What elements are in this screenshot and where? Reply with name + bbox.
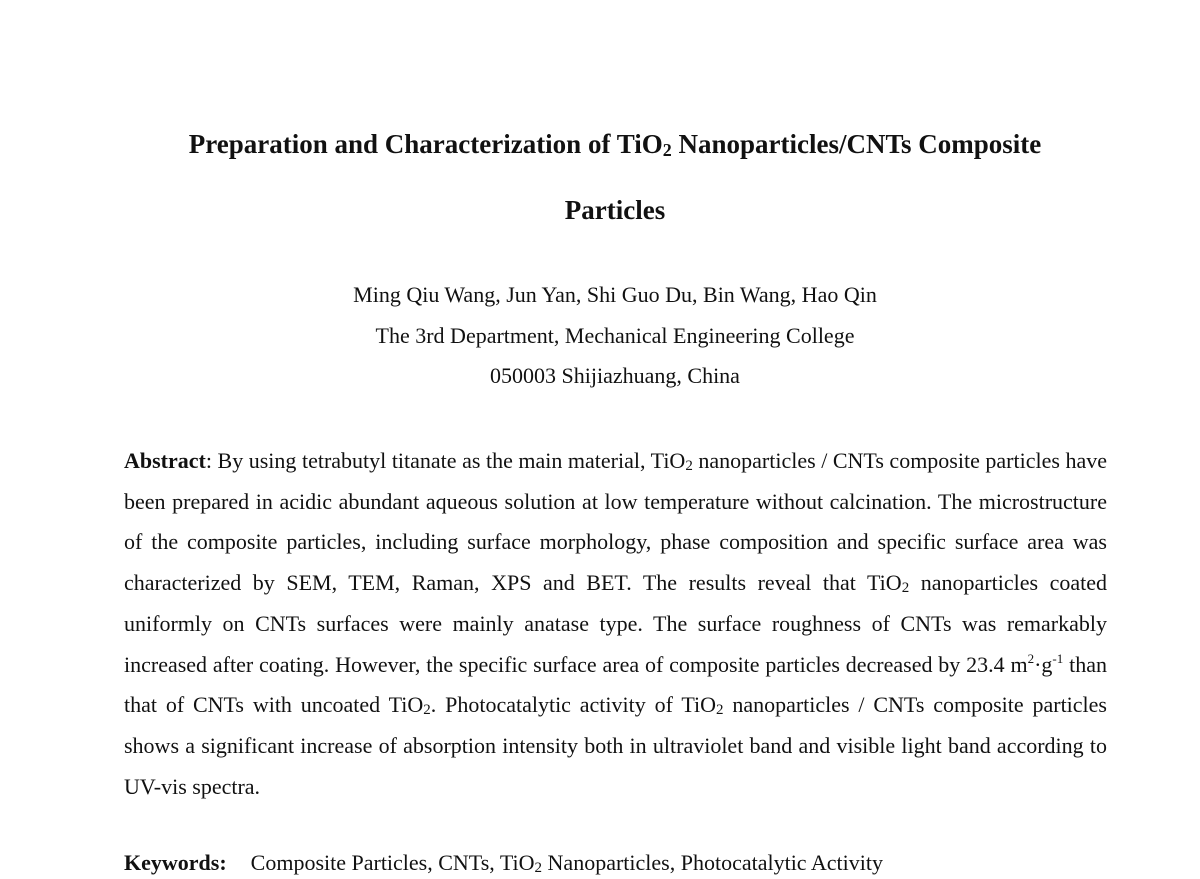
author-list: Ming Qiu Wang, Jun Yan, Shi Guo Du, Bin Wang, Hao Qin bbox=[353, 282, 877, 307]
keywords-label: Keywords: bbox=[124, 850, 227, 875]
title-text-part-1: Preparation and Characterization of TiO bbox=[188, 129, 663, 159]
abstract-subscript: 2 bbox=[423, 702, 431, 719]
abstract-text: than that of CNTs with uncoated TiO bbox=[124, 651, 1107, 718]
abstract-text: ·g bbox=[1034, 651, 1053, 677]
abstract-superscript: -1 bbox=[1052, 650, 1064, 666]
abstract-text: nanoparticles / CNTs composite particles have been prepared in acidic abundant aqueous solution at low temperature without calcination. The microstructure of the composite particles, including surface morphology, phase composition and specific surface area was characterized by SEM, TEM, Raman, XPS and BET. The results reveal that TiO bbox=[124, 448, 1107, 596]
title-text-part-2: Nanoparticles/CNTs Composite bbox=[671, 129, 1042, 159]
keywords-text: Composite Particles, CNTs, TiO bbox=[250, 850, 535, 875]
abstract-paragraph bbox=[124, 441, 1107, 807]
abstract-superscript: 2 bbox=[1027, 650, 1035, 666]
title-subscript: 2 bbox=[662, 140, 672, 160]
paper-title-line-1 bbox=[100, 128, 1130, 160]
paper-title-line-2: Particles bbox=[564, 195, 666, 225]
abstract-text: : By using tetrabutyl titanate as the main material, TiO bbox=[205, 448, 686, 473]
keywords-line bbox=[124, 847, 1107, 879]
abstract-text: nanoparticles / CNTs composite particles shows a significant increase of absorption intensity both in ultraviolet band and visible light band according to UV-vis spectra. bbox=[124, 692, 1107, 799]
affiliation: The 3rd Department, Mechanical Engineering College bbox=[375, 323, 855, 348]
keywords-subscript: 2 bbox=[534, 860, 543, 876]
abstract-label: Abstract bbox=[124, 448, 206, 473]
address: 050003 Shijiazhuang, China bbox=[490, 363, 740, 388]
abstract-subscript: 2 bbox=[716, 702, 724, 719]
abstract-subscript: 2 bbox=[685, 458, 693, 474]
abstract-subscript: 2 bbox=[901, 580, 910, 597]
abstract-text: . Photocatalytic activity of TiO bbox=[430, 692, 716, 718]
abstract-text: nanoparticles coated uniformly on CNTs surfaces were mainly anatase type. The surface roughness of CNTs was remarkably increased after coating. However, the specific surface area of composite particles decreased by 23.4 m bbox=[124, 570, 1107, 677]
keywords-text: Nanoparticles, Photocatalytic Activity bbox=[542, 850, 883, 875]
